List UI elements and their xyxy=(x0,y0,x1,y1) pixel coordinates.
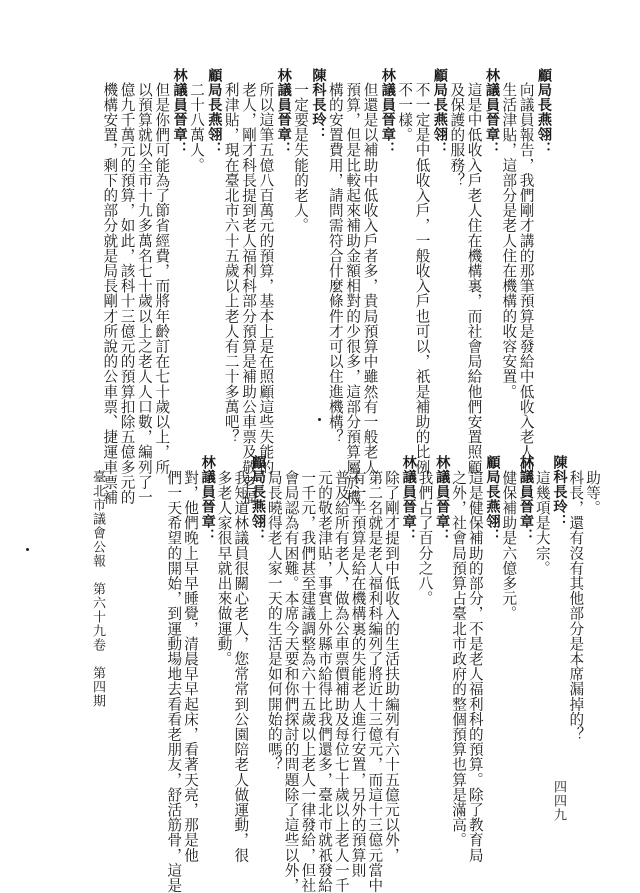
speaker-label: 顧局長燕翎： xyxy=(484,455,501,544)
speaker-label: 林議員晉章： xyxy=(483,68,500,157)
text-line: 利津貼，現在臺北市六十五歲以上老人有二十多萬吧？ xyxy=(222,82,240,445)
text-line: 一定要是失能的老人。 xyxy=(292,82,310,233)
text-line: 元的敬老津貼，事實上外縣市給得比我們還多，臺北市就祇發給 xyxy=(316,470,333,893)
speaker-label: 林議員晉章： xyxy=(275,68,292,157)
text-line: 我知道林議員很關心老人，您常常到公園陪老人做運動，很 xyxy=(232,470,250,863)
text-line: 這幾項是大宗。 xyxy=(533,470,551,576)
text-line: 不一定是中低收入戶，一般收入戶也可以，祇是補助的比例 xyxy=(413,82,431,475)
page-number: 四四九 xyxy=(551,780,566,822)
speaker-label: 林議員晉章： xyxy=(518,455,534,544)
text-line: 會局認為有困難。本席今天要和你們探討的問題除了這些以外， xyxy=(282,470,300,893)
speaker-label: 林議員晉章： xyxy=(434,455,451,544)
text-line: 們一天希望的開始，到運動場地去看看老朋友，舒活筋骨，這是 xyxy=(165,470,183,893)
speaker-label: 顧局長燕翎： xyxy=(431,68,448,157)
text-line: 但是你們可能為了節省經費，而將年齡訂在七十歲以上，所 xyxy=(153,82,171,475)
text-line: 一千元，我們甚至建議調整為六十五歲以上老人一律發給，但社 xyxy=(299,470,317,893)
speaker-label: 陳科長玲： xyxy=(310,68,327,142)
speaker-label: 林議員晉章： xyxy=(379,68,396,157)
text-line: 向議員報告，我們剛才講的那筆預算是發給中低收入老人的 xyxy=(517,82,535,475)
text-line: 有一半預算是給在機構裏的失能老人進行安置，另外的預算則 xyxy=(349,470,367,878)
text-line: 除了剛才提到中低收入的生活扶助編列有六十五億元以外， xyxy=(383,470,400,863)
text-line: 構的安置費用，請問需符合什麼條件才可以住進機構？ xyxy=(326,82,344,445)
text-line: 生活津貼，這部分是老人住在機構的收容安置。 xyxy=(500,82,518,400)
text-line: 以預算就以全市十九多萬名七十歲以上之老人人口數，編列了一 xyxy=(135,82,153,505)
speaker-label: 林議員晉章： xyxy=(400,455,417,544)
text-line: 老人，剛才科長提到老人福利科部分預算是補助公車票及敬老福 xyxy=(240,82,258,505)
text-line: 不一樣。 xyxy=(396,82,414,143)
scan-speck xyxy=(26,548,29,551)
speaker-label: 顧局長燕翎： xyxy=(206,68,223,157)
text-line: 多老人家很早就出來做運動。 xyxy=(215,470,233,667)
text-line: 這是健保補助的部分，不是老人福利科的預算。除了教育局 xyxy=(466,470,484,863)
text-line: 第二名就是老人福利科編列了將近十三億元，而這十三億元當中 xyxy=(366,470,384,893)
speaker-label: 陳科長玲： xyxy=(551,455,568,529)
text-line: 這是中低收入戶老人住在機構裏，而社會局給他們安置照顧 xyxy=(465,82,483,475)
text-line: 我們占了百分之八。 xyxy=(416,470,434,606)
text-line: 普及給所有老人，做為公車票價補助及每位七十歲以上老人一千 xyxy=(332,470,350,893)
text-line: 及保護的服務？ xyxy=(448,82,466,188)
speaker-label: 顧局長燕翎： xyxy=(536,68,552,157)
text-line: 助等。 xyxy=(584,470,601,516)
text-line: 但還是以補助中低收入戶者多，貴局預算中雖然有一般老人 xyxy=(361,82,379,475)
text-line: 機構安置，剩下的部分就是局長剛才所說的公車票、捷運車票補 xyxy=(101,82,119,505)
text-line: 健保補助是六億多元。 xyxy=(500,470,518,621)
text-line: 所以這筆五億八百萬元的預算，基本上是在照顧這些失能的 xyxy=(257,82,275,475)
text-line: 局長曉得老人家一天的生活是如何開始的嗎？ xyxy=(265,470,283,772)
text-line: 二十八萬人。 xyxy=(188,82,205,173)
scan-speck xyxy=(318,418,321,421)
text-line: 科長，還有沒有其他部分是本席漏掉的？ xyxy=(567,470,585,742)
text-line: 億九千萬元的預算，如此，該科十三億元的預算扣除五億多元的 xyxy=(118,82,136,505)
text-line: 之外，社會局預算占臺北市政府的整個預算也算是滿高。 xyxy=(450,470,467,848)
text-line: 預算，但是比較起來補助金額相對的少很多，這部分預算屬於機 xyxy=(344,82,362,505)
speaker-label: 顧局長燕翎： xyxy=(250,455,266,544)
text-line: 對，他們晚上早早睡覺，清晨早早起床，看著天亮，那是他 xyxy=(182,470,199,863)
speaker-label: 林議員晉章： xyxy=(171,68,188,157)
speaker-label: 林議員晉章： xyxy=(199,455,216,544)
publication-header: 臺北市議會公報 第六十九卷 第四期 xyxy=(90,470,105,708)
